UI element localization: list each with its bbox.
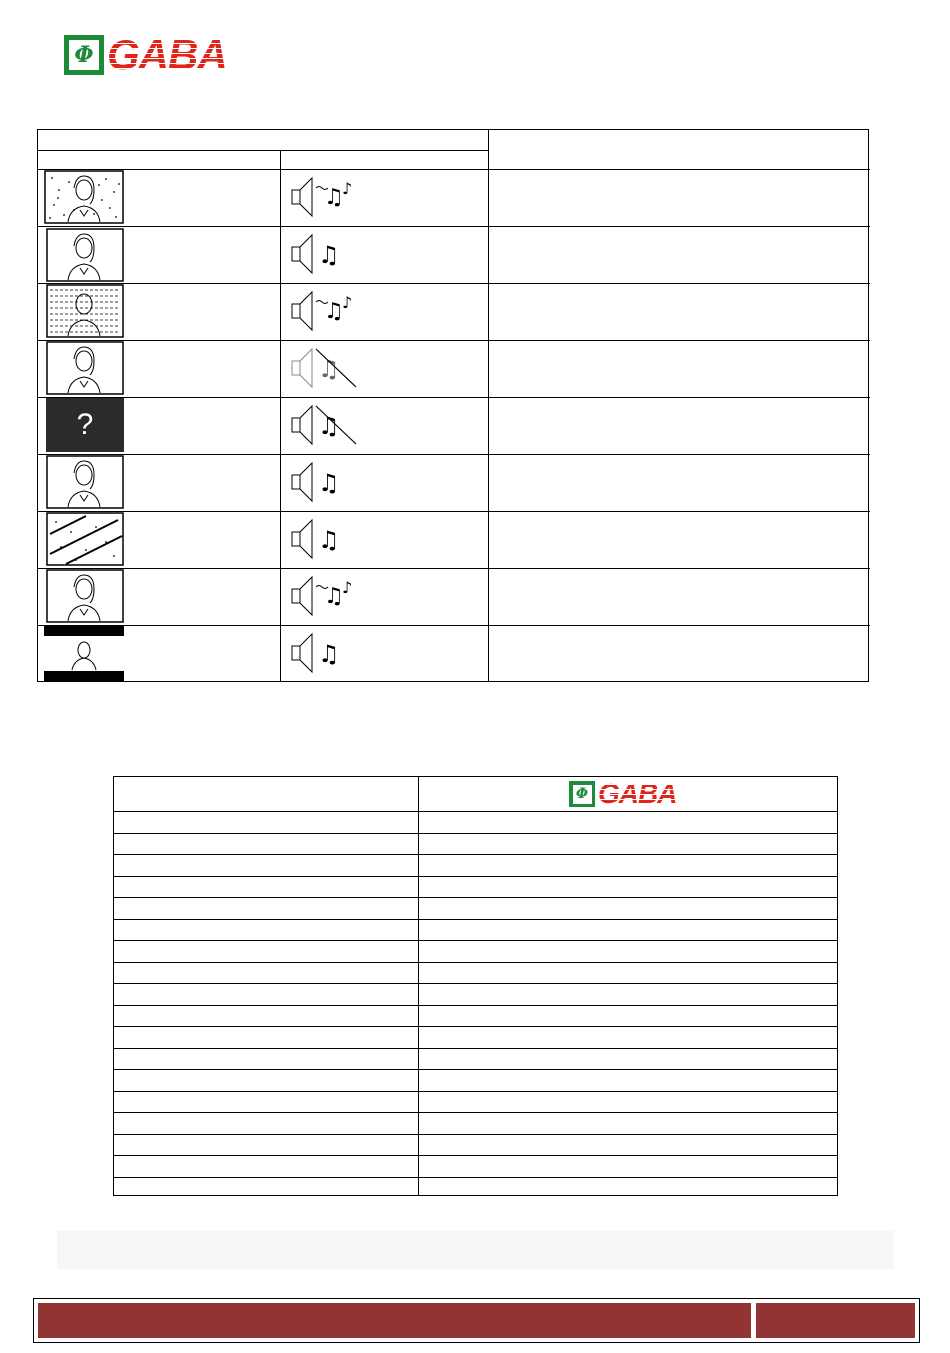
logo-mark-glyph: Φ bbox=[575, 786, 589, 802]
svg-text:♫: ♫ bbox=[318, 241, 340, 269]
svg-text:♫: ♫ bbox=[324, 299, 344, 324]
normal-picture-icon bbox=[46, 569, 124, 623]
normal-sound-icon bbox=[286, 628, 366, 678]
note-bar bbox=[57, 1231, 894, 1269]
logo-mark-glyph: Φ bbox=[74, 42, 94, 68]
svg-text:♫: ♫ bbox=[318, 640, 340, 668]
normal-picture-icon bbox=[46, 455, 124, 509]
logo-mark-icon bbox=[64, 35, 104, 75]
faint-picture-icon bbox=[46, 341, 124, 395]
svg-text:♫: ♫ bbox=[318, 526, 340, 554]
brand-logo bbox=[64, 31, 227, 78]
logo-wordmark: GABA bbox=[598, 778, 677, 809]
noisy-sound-icon bbox=[286, 286, 366, 336]
svg-text:♪: ♪ bbox=[342, 578, 353, 597]
svg-text:♫: ♫ bbox=[318, 412, 340, 440]
footer-title-band bbox=[38, 1303, 751, 1338]
striped-snow-picture-icon bbox=[46, 512, 124, 566]
normal-sound-icon bbox=[286, 229, 366, 279]
no-sound-icon bbox=[286, 400, 366, 450]
footer-page-band bbox=[756, 1303, 915, 1338]
logo-mark-icon bbox=[569, 781, 595, 807]
logo-wordmark: GABA bbox=[107, 31, 227, 78]
letterbox-picture-icon bbox=[44, 626, 124, 681]
noisy-sound-icon bbox=[286, 172, 366, 222]
normal-sound-icon bbox=[286, 514, 366, 564]
svg-text:♫: ♫ bbox=[318, 355, 340, 383]
snowy-picture-icon bbox=[44, 170, 124, 224]
lined-picture-icon bbox=[46, 284, 124, 338]
svg-text:♫: ♫ bbox=[324, 584, 344, 609]
svg-text:♪: ♪ bbox=[342, 179, 353, 198]
svg-text:♫: ♫ bbox=[324, 185, 344, 210]
normal-picture-icon bbox=[46, 228, 124, 282]
svg-text:♪: ♪ bbox=[342, 293, 353, 312]
question-mark-glyph: ? bbox=[76, 408, 94, 441]
specification-table bbox=[113, 776, 838, 1196]
troubleshooting-table bbox=[37, 129, 869, 682]
noisy-sound-icon bbox=[286, 571, 366, 621]
normal-sound-icon bbox=[286, 457, 366, 507]
no-picture-icon bbox=[46, 398, 124, 452]
svg-text:♫: ♫ bbox=[318, 469, 340, 497]
no-sound-icon bbox=[286, 343, 366, 393]
spec-table-logo bbox=[569, 780, 676, 808]
